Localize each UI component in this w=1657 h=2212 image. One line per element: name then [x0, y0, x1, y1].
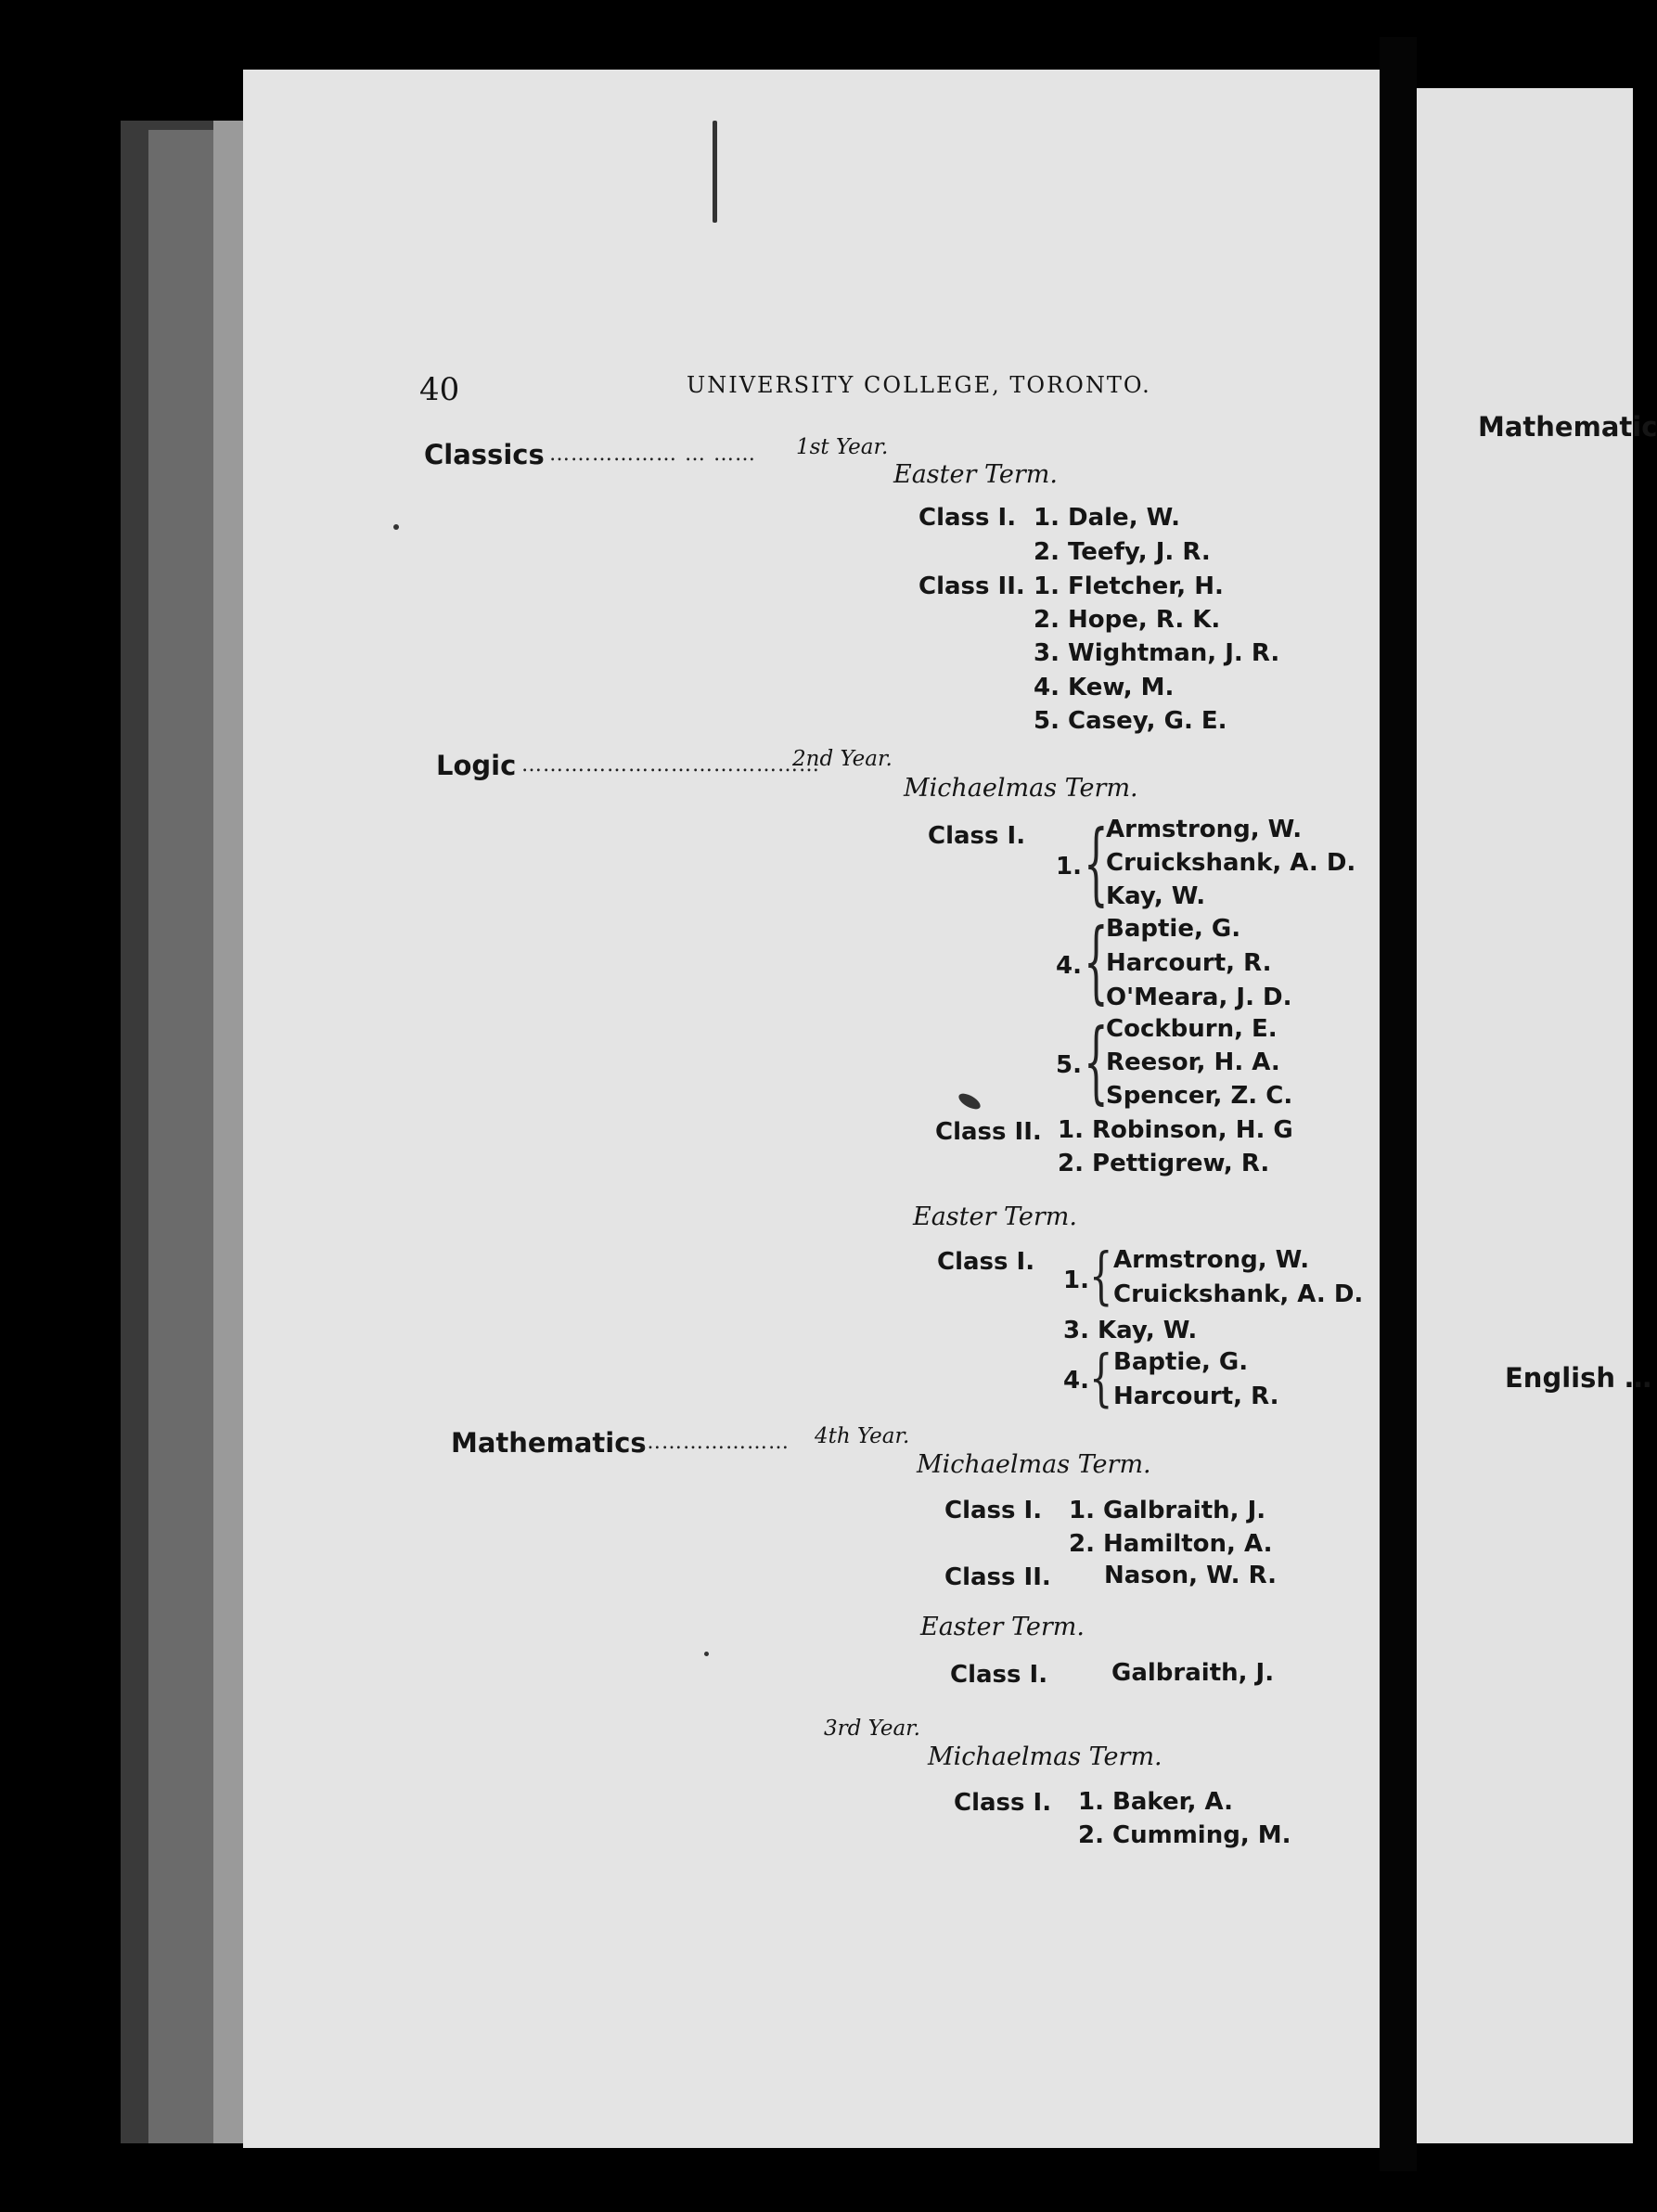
class-label: Class I.: [918, 504, 1017, 532]
dot-leader-logic: ……………………………………: [521, 753, 820, 777]
subject-classics: Classics: [424, 439, 545, 470]
running-head: UNIVERSITY COLLEGE, TORONTO.: [687, 372, 1151, 398]
class-label: Class I.: [944, 1497, 1043, 1524]
brace-icon: {: [1084, 908, 1109, 1014]
group-entry: Armstrong, W.: [1113, 1246, 1310, 1274]
brace-icon: {: [1084, 810, 1109, 916]
group-entry: Harcourt, R.: [1113, 1382, 1279, 1410]
class-label: Class I.: [954, 1789, 1052, 1817]
class-entry: 1. Baker, A.: [1078, 1788, 1234, 1816]
page-left: [243, 70, 1380, 2148]
group-entry: Armstrong, W.: [1106, 816, 1303, 843]
ink-blot: [957, 1090, 983, 1112]
term-heading: Easter Term.: [920, 1613, 1085, 1641]
facing-heading-bottom: English …: [1505, 1362, 1652, 1394]
page-number: 40: [419, 371, 460, 408]
class-entry: 3. Wightman, J. R.: [1034, 639, 1280, 667]
class-entry: 4. Kew, M.: [1034, 674, 1175, 701]
group-entry: Reesor, H. A.: [1106, 1048, 1280, 1076]
class-label: Class II.: [918, 572, 1025, 600]
class-entry: 2. Pettigrew, R.: [1058, 1150, 1270, 1177]
class-label: Class II.: [944, 1563, 1051, 1591]
year-label-classics: 1st Year.: [796, 435, 889, 459]
class-entry: 1. Robinson, H. G: [1058, 1116, 1293, 1144]
class-label: Class II.: [935, 1118, 1042, 1146]
class-entry: 1. Galbraith, J.: [1069, 1497, 1266, 1524]
speck: [704, 1652, 709, 1656]
scan-mark: [713, 121, 717, 223]
class-label: Class I.: [928, 822, 1026, 850]
term-heading: Easter Term.: [913, 1202, 1077, 1231]
group-entry: Baptie, G.: [1106, 915, 1241, 943]
year-label-mathematics-4: 4th Year.: [815, 1424, 910, 1448]
group-entry: Baptie, G.: [1113, 1348, 1249, 1376]
group-entry: Cruickshank, A. D.: [1113, 1280, 1364, 1308]
class-entry: 2. Hamilton, A.: [1069, 1530, 1273, 1558]
page-gutter: [1380, 37, 1417, 2171]
page-right-facing: [1417, 88, 1657, 2143]
dot-leader-mathematics: …………………: [640, 1431, 790, 1454]
brace-icon: {: [1084, 1009, 1109, 1114]
facing-heading-top: Mathematic: [1478, 411, 1657, 443]
brace-icon: {: [1089, 1344, 1113, 1414]
dot-leader-classics: ……………… … ……: [549, 443, 756, 466]
group-number: 4.: [1063, 1367, 1089, 1395]
class-entry: Galbraith, J.: [1111, 1659, 1275, 1687]
class-entry: 5. Casey, G. E.: [1034, 707, 1227, 735]
group-number: 4.: [1056, 952, 1082, 980]
speck: [393, 524, 399, 530]
subject-mathematics: Mathematics: [451, 1427, 647, 1459]
group-number: 1.: [1063, 1267, 1089, 1294]
group-entry: Spencer, Z. C.: [1106, 1082, 1293, 1110]
class-label: Class I.: [950, 1661, 1048, 1689]
class-entry: 2. Teefy, J. R.: [1034, 538, 1211, 566]
term-heading: Michaelmas Term.: [904, 774, 1138, 803]
group-number: 5.: [1056, 1051, 1082, 1079]
term-heading: Michaelmas Term.: [917, 1450, 1151, 1479]
term-heading: Easter Term.: [893, 460, 1058, 489]
class-entry: 2. Hope, R. K.: [1034, 606, 1221, 634]
year-label-logic: 2nd Year.: [792, 747, 893, 771]
brace-icon: {: [1089, 1241, 1113, 1312]
class-entry: Nason, W. R.: [1104, 1562, 1277, 1589]
group-entry: Kay, W.: [1106, 882, 1206, 910]
group-number: 1.: [1056, 853, 1082, 881]
class-entry: 1. Dale, W.: [1034, 504, 1181, 532]
term-heading: Michaelmas Term.: [928, 1743, 1162, 1771]
group-entry: Harcourt, R.: [1106, 949, 1272, 977]
subject-logic: Logic: [436, 750, 517, 781]
book-edge-mid: [148, 130, 223, 2143]
year-label-mathematics-3: 3rd Year.: [824, 1717, 920, 1741]
group-entry: Cruickshank, A. D.: [1106, 849, 1356, 877]
class-label: Class I.: [937, 1248, 1035, 1276]
book-edge-light: [213, 121, 243, 2143]
class-entry: 2. Cumming, M.: [1078, 1821, 1291, 1849]
group-entry: Cockburn, E.: [1106, 1015, 1278, 1043]
group-entry: O'Meara, J. D.: [1106, 984, 1292, 1011]
class-entry: 3. Kay, W.: [1063, 1317, 1198, 1344]
class-entry: 1. Fletcher, H.: [1034, 572, 1224, 600]
